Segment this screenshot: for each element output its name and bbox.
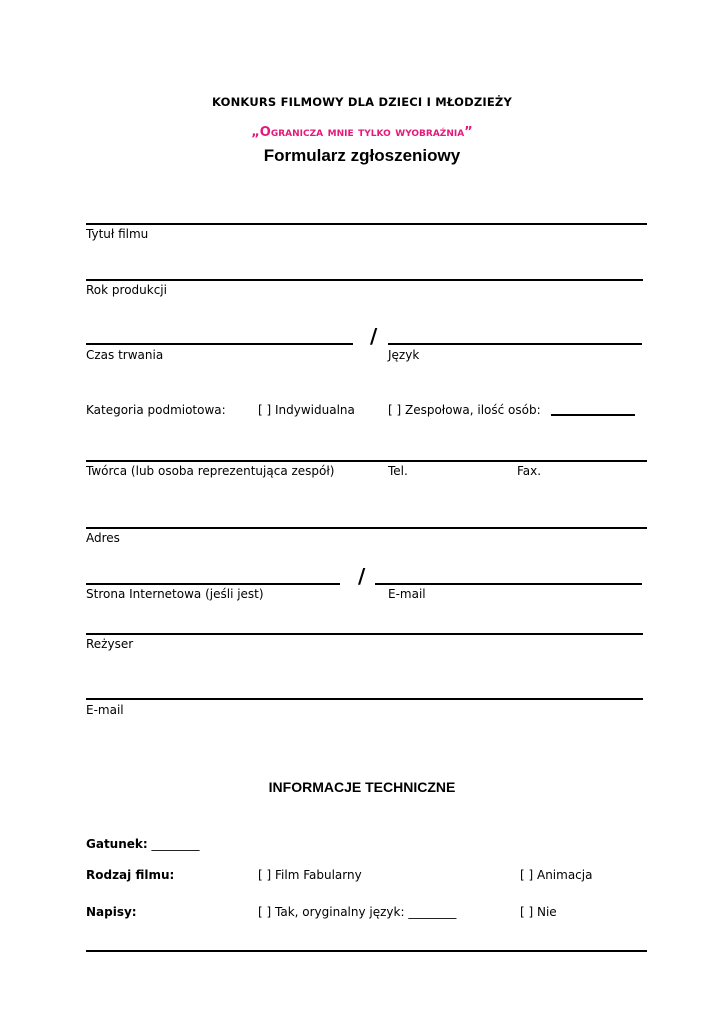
genre-label: Gatunek:	[86, 837, 148, 851]
film-title-line[interactable]	[86, 223, 647, 225]
category-individual-checkbox[interactable]: [ ] Indywidualna	[258, 403, 355, 417]
language-label: Język	[388, 348, 420, 362]
contest-name: KONKURS FILMOWY DLA DZIECI I MŁODZIEŻY	[212, 95, 512, 109]
language-line[interactable]	[388, 343, 642, 345]
category-label: Kategoria podmiotowa:	[86, 403, 226, 417]
creator-line[interactable]	[86, 460, 647, 462]
tel-label: Tel.	[388, 464, 408, 478]
director-email-line[interactable]	[86, 698, 643, 700]
subtitles-yes-checkbox[interactable]: [ ] Tak, oryginalny język:	[258, 905, 405, 919]
genre-row	[86, 837, 200, 851]
address-line[interactable]	[86, 527, 647, 529]
form-title: Formularz zgłoszeniowy	[263, 146, 461, 165]
director-email-label: E-mail	[86, 703, 124, 717]
production-year-label: Rok produkcji	[86, 283, 167, 297]
creator-label: Twórca (lub osoba reprezentująca zespół)	[86, 464, 335, 478]
website-label: Strona Internetowa (jeśli jest)	[86, 587, 264, 601]
team-size-line[interactable]	[551, 414, 635, 416]
bottom-rule	[86, 950, 647, 952]
genre-input[interactable]: ________	[151, 837, 200, 851]
contest-slogan: „Ogranicza mnie tylko wyobraźnia”	[251, 125, 473, 140]
email-line[interactable]	[375, 583, 642, 585]
category-team-checkbox[interactable]: [ ] Zespołowa, ilość osób:	[388, 403, 541, 417]
website-email-separator: /	[358, 564, 366, 588]
address-label: Adres	[86, 531, 120, 545]
film-type-animation-checkbox[interactable]: [ ] Animacja	[520, 868, 593, 882]
film-title-label: Tytuł filmu	[86, 227, 149, 241]
director-label: Reżyser	[86, 637, 134, 651]
production-year-line[interactable]	[86, 279, 643, 281]
subtitles-language-input[interactable]: ________	[408, 905, 457, 919]
film-type-feature-checkbox[interactable]: [ ] Film Fabularny	[258, 868, 362, 882]
film-type-label: Rodzaj filmu:	[86, 868, 175, 882]
website-line[interactable]	[86, 583, 340, 585]
duration-label: Czas trwania	[86, 348, 164, 362]
email-label: E-mail	[388, 587, 426, 601]
subtitles-yes-row	[258, 905, 456, 919]
duration-line[interactable]	[86, 343, 353, 345]
technical-heading: INFORMACJE TECHNICZNE	[268, 779, 456, 795]
fax-label: Fax.	[517, 464, 542, 478]
subtitles-label: Napisy:	[86, 905, 137, 919]
director-line[interactable]	[86, 633, 643, 635]
subtitles-no-checkbox[interactable]: [ ] Nie	[520, 905, 557, 919]
duration-language-separator: /	[370, 324, 378, 348]
